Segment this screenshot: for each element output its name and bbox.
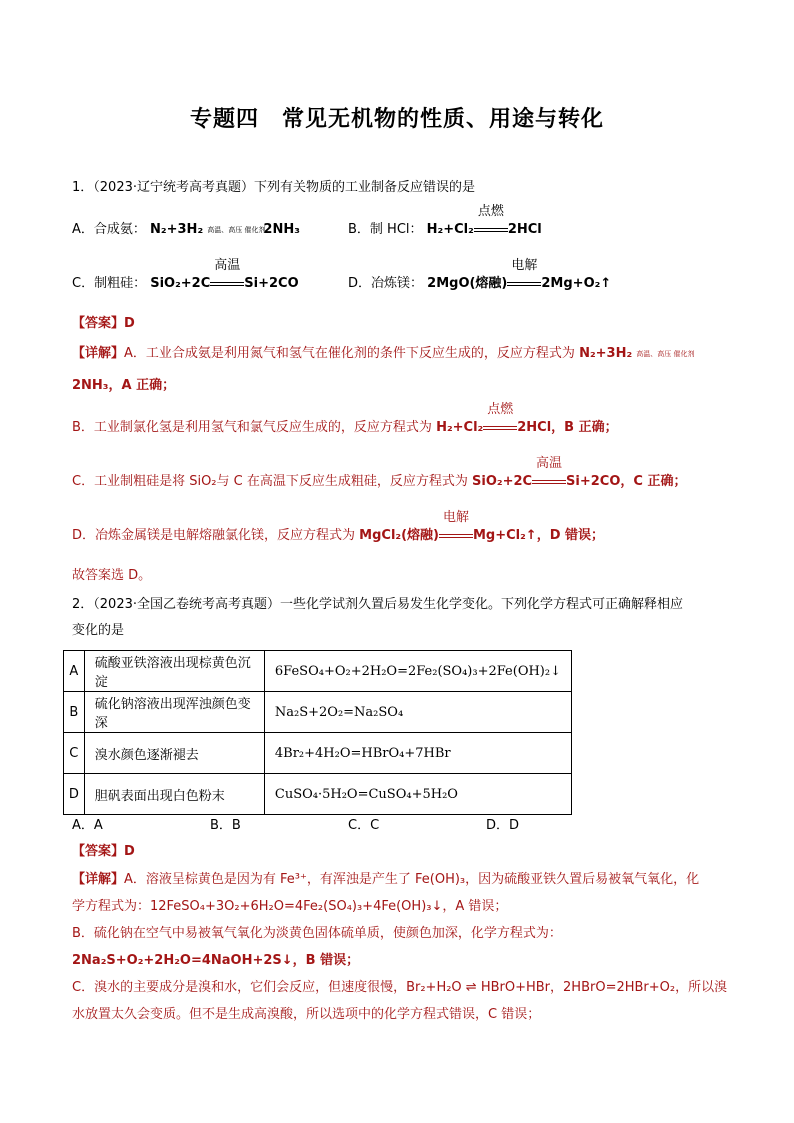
reaction-arrow — [507, 258, 541, 294]
q1-detail-a-cont: 2NH₃，A 正确； — [72, 378, 176, 393]
row-key: D — [64, 774, 85, 815]
detail-tag: 【详解】 — [72, 346, 125, 361]
row-description: 硫化钠溶液出现浑浊颜色变深 — [84, 692, 264, 733]
row-key: A — [64, 651, 85, 692]
detail-text: B．工业制氯化氢是利用氢气和氯气反应生成的，反应方程式为 — [72, 420, 432, 435]
table-row — [64, 651, 572, 692]
q1-detail-a — [72, 344, 695, 364]
q1-detail-b — [72, 402, 618, 438]
equation-left: SiO₂+2C — [150, 276, 211, 291]
q1-number: 1． — [72, 180, 94, 195]
option-label: D．冶炼镁： — [348, 276, 424, 291]
document-title: 专题四 常见无机物的性质、用途与转化 — [189, 107, 604, 132]
row-description: 溴水颜色逐渐褪去 — [84, 733, 264, 774]
row-description: 胆矾表面出现白色粉末 — [84, 774, 264, 815]
equation-right: Si+2CO，C 正确； — [566, 474, 687, 489]
detail-tag: 【详解】 — [72, 872, 125, 887]
row-equation: 6FeSO₄+O₂+2H₂O=2Fe₂(SO₄)₃+2Fe(OH)₂↓ — [264, 651, 571, 692]
reaction-condition: 高温、高压 催化剂 — [207, 225, 266, 234]
q2-detail-c: C．溴水的主要成分是溴和水，它们会反应，但速度很慢，Br₂+H₂O ⇌ HBrO+HBr，2HBrO=2HBr+O₂，所以溴 — [72, 980, 728, 995]
q2-detail-a — [72, 870, 699, 890]
row-equation: 4Br₂+4H₂O=HBrO₄+7HBr — [264, 733, 571, 774]
q1-stem-text: 下列有关物质的工业制备反应错误的是 — [254, 180, 476, 195]
detail-text: C．工业制粗硅是将 SiO₂与 C 在高温下反应生成粗硅，反应方程式为 — [72, 474, 468, 489]
q2-detail-b-cont: 2Na₂S+O₂+2H₂O=4NaOH+2S↓，B 错误； — [72, 953, 360, 968]
detail-text: D．冶炼金属镁是电解熔融氯化镁，反应方程式为 — [72, 528, 356, 543]
option-label: C．制粗硅： — [72, 276, 147, 291]
equation-right: 2HCl — [507, 222, 542, 237]
q2-answer — [72, 842, 135, 862]
reaction-arrow — [439, 510, 473, 546]
table-row — [64, 692, 572, 733]
q1-answer — [72, 314, 135, 334]
answer-value: D — [124, 844, 135, 859]
row-key: C — [64, 733, 85, 774]
reaction-condition: 电解 — [442, 510, 469, 525]
reaction-condition: 点燃 — [477, 204, 504, 219]
equation-right: 2HCl，B 正确； — [517, 420, 618, 435]
q2-option-b: B．B — [210, 818, 241, 833]
detail-text: A．工业合成氨是利用氮气和氢气在催化剂的条件下反应生成的，反应方程式为 — [124, 346, 575, 361]
q1-source: （2023·辽宁统考高考真题） — [93, 180, 254, 195]
detail-text: A．溶液呈棕黄色是因为有 Fe³⁺，有浑浊是产生了 Fe(OH)₃，因为硫酸亚铁久置后易被氧气氧化，化 — [124, 872, 700, 887]
q2-option-c: C．C — [348, 818, 380, 833]
reaction-arrow — [483, 402, 517, 438]
equation-left: N₂+3H₂ — [150, 222, 204, 237]
reaction-arrow — [474, 204, 508, 240]
equation-left: SiO₂+2C — [472, 474, 533, 489]
q2-detail-a-cont: 学方程式为：12FeSO₄+3O₂+6H₂O=4Fe₂(SO₄)₃+4Fe(OH)₃↓，A 错误； — [72, 899, 508, 914]
reaction-condition: 高温、高压 催化剂 — [636, 349, 695, 358]
q1-conclusion: 故答案选 D。 — [72, 568, 152, 583]
equation-left: 2MgO(熔融) — [427, 276, 508, 291]
reaction-condition: 高温 — [214, 258, 241, 273]
row-equation: CuSO₄·5H₂O=CuSO₄+5H₂O — [264, 774, 571, 815]
q1-detail-c — [72, 456, 687, 492]
answer-tag: 【答案】 — [72, 316, 125, 331]
equation-left: H₂+Cl₂ — [426, 222, 474, 237]
q2-option-a: A．A — [72, 818, 103, 833]
q2-detail-b: B．硫化钠在空气中易被氧气氧化为淡黄色固体硫单质，使颜色加深，化学方程式为： — [72, 926, 562, 941]
q1-option-c — [72, 258, 299, 294]
q1-detail-d — [72, 510, 605, 546]
answer-tag: 【答案】 — [72, 844, 125, 859]
reaction-condition: 点燃 — [487, 402, 514, 417]
row-description: 硫酸亚铁溶液出现棕黄色沉淀 — [84, 651, 264, 692]
equation-left: H₂+Cl₂ — [436, 420, 484, 435]
row-key: B — [64, 692, 85, 733]
row-equation: Na₂S+2O₂=Na₂SO₄ — [264, 692, 571, 733]
q2-stem-line1: 2．（2023·全国乙卷统考高考真题）一些化学试剂久置后易发生化学变化。下列化学方程式可正确解释相应 — [72, 597, 683, 612]
equation-left: N₂+3H₂ — [579, 346, 633, 361]
reaction-condition: 电解 — [511, 258, 538, 273]
reaction-arrow — [532, 456, 566, 492]
q2-detail-c-cont: 水放置太久会变质。但不是生成高溴酸，所以选项中的化学方程式错误，C 错误； — [72, 1007, 541, 1022]
table-row — [64, 774, 572, 815]
equation-right: Mg+Cl₂↑，D 错误； — [472, 528, 605, 543]
equation-left: MgCl₂(熔融) — [359, 528, 439, 543]
table-row — [64, 733, 572, 774]
equation-right: 2Mg+O₂↑ — [541, 276, 612, 291]
q1-option-a — [72, 220, 300, 240]
q2-option-d: D．D — [486, 818, 520, 833]
q2-stem-line2: 变化的是 — [72, 623, 125, 638]
reaction-condition: 高温 — [536, 456, 563, 471]
equation-right: Si+2CO — [244, 276, 299, 291]
answer-value: D — [124, 316, 135, 331]
option-label: B．制 HCl： — [348, 222, 423, 237]
reaction-arrow — [210, 258, 244, 294]
option-label: A．合成氨： — [72, 222, 146, 237]
q1-stem — [72, 178, 475, 198]
q1-option-d — [348, 258, 612, 294]
q1-option-b — [348, 204, 542, 240]
equation-right: 2NH₃ — [263, 222, 300, 237]
q2-options-table — [63, 650, 572, 815]
